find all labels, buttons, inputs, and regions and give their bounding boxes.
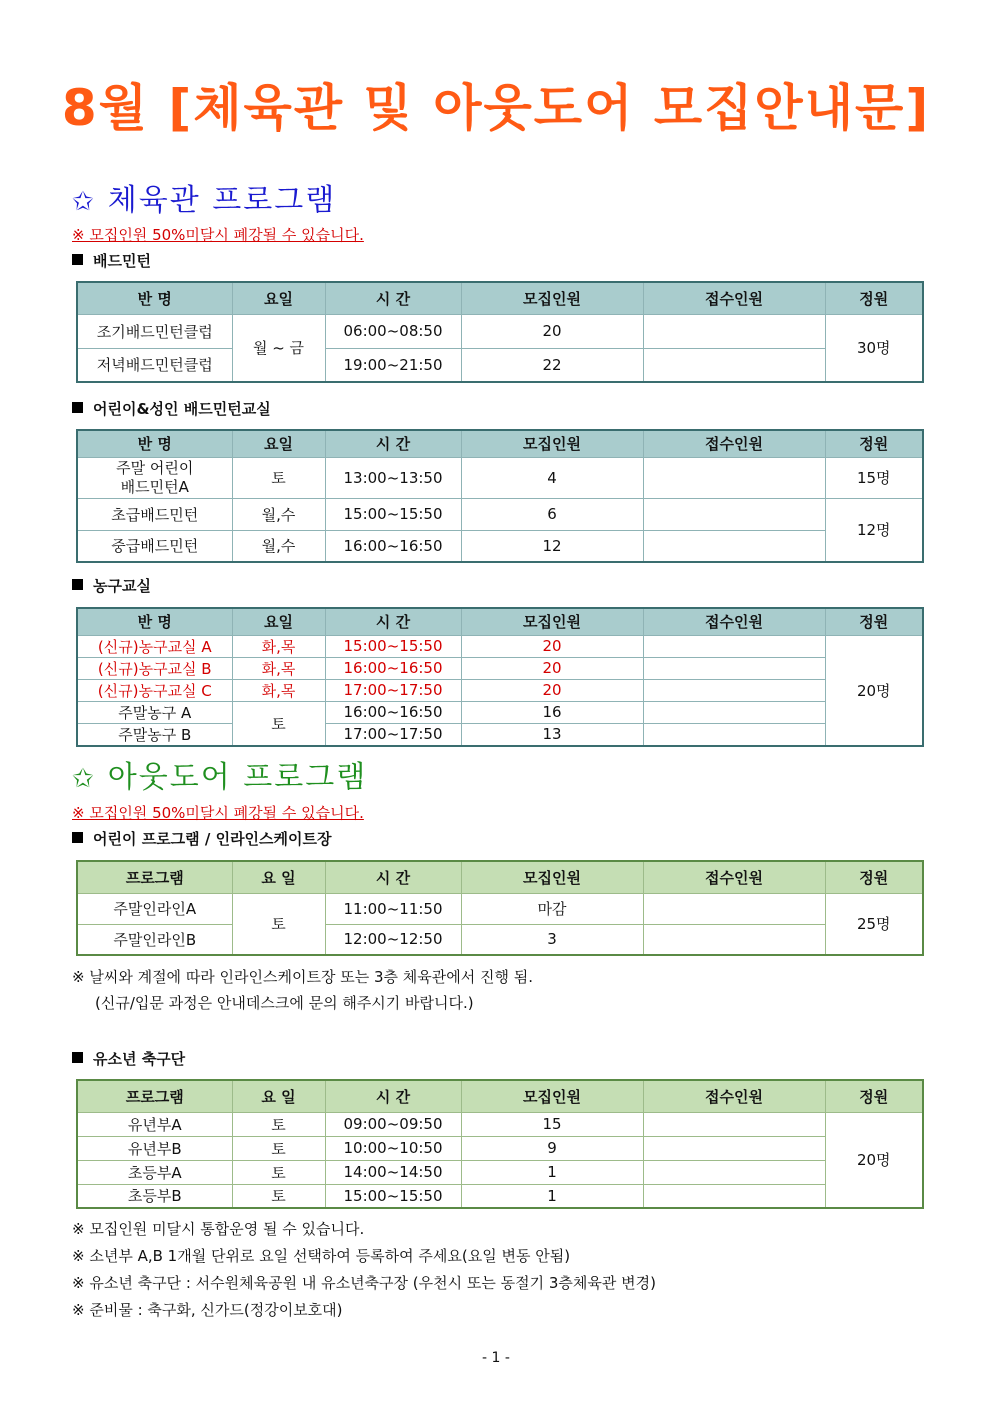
soccer-note-4: ※ 준비물 : 축구화, 신가드(정강이보호대): [72, 1301, 343, 1319]
table-row: 주말 어린이 배드민턴A 토 13:00~13:50 4 15명: [77, 457, 923, 498]
outdoor-section-heading: [72, 752, 367, 796]
inline-label: 어린이 프로그램 / 인라인스케이트장: [72, 828, 332, 849]
table-row: 중급배드민턴 월,수 16:00~16:50 12: [77, 530, 923, 562]
star-icon: ✩: [72, 187, 96, 217]
col-header: 모집인원: [461, 282, 643, 314]
registered-cell: [643, 348, 825, 382]
gym-heading-text: 체육관 프로그램: [107, 183, 337, 218]
table-row: 조기배드민턴클럽 월 ~ 금 06:00~08:50 20 30명: [77, 314, 923, 348]
table-row: 초등부B 토 15:00~15:50 1: [77, 1184, 923, 1208]
table-row: 저녁배드민턴클럽 19:00~21:50 22: [77, 348, 923, 382]
badminton-table: [76, 281, 924, 383]
title-month: 8월: [61, 79, 149, 137]
square-bullet-icon: [72, 832, 83, 843]
soccer-label: 유소년 축구단: [72, 1048, 185, 1069]
square-bullet-icon: [72, 579, 83, 590]
table-row: (신규)농구교실 A 화,목 15:00~15:50 20 20명: [77, 635, 923, 657]
table-row: 초등부A 토 14:00~14:50 1: [77, 1160, 923, 1184]
table-row: 주말농구 A 토 16:00~16:50 16: [77, 701, 923, 723]
col-header: 요일: [232, 282, 325, 314]
table-row: 주말인라인A 토 11:00~11:50 마감 25명: [77, 893, 923, 924]
table-row: 유년부B 토 10:00~10:50 9: [77, 1136, 923, 1160]
col-header: 시 간: [325, 282, 461, 314]
square-bullet-icon: [72, 254, 83, 265]
kids-adult-badminton-label: 어린이&성인 배드민턴교실: [72, 398, 271, 419]
page-number: - 1 -: [482, 1350, 510, 1366]
soccer-note-2: ※ 소년부 A,B 1개월 단위로 요일 선택하여 등록하여 주세요(요일 변동 안됨): [72, 1247, 571, 1265]
gym-notice: ※ 모집인원 50%미달시 폐강될 수 있습니다.: [72, 226, 364, 244]
square-bullet-icon: [72, 402, 83, 413]
soccer-table: 프로그램 요 일 시 간 모집인원 접수인원 정원 유년부A 토 09:00~09:50 15 20명 유년부B 토 10:00~10:50 9 초등부A 토 14:00~14:50 1 초등부B 토 15:00~15:50 1: [76, 1079, 924, 1209]
star-icon: ✩: [72, 764, 96, 794]
col-header: 정원: [825, 282, 923, 314]
registered-cell: [643, 314, 825, 348]
table-row: 유년부A 토 09:00~09:50 15 20명: [77, 1112, 923, 1136]
square-bullet-icon: [72, 1052, 83, 1063]
table-row: (신규)농구교실 C 화,목 17:00~17:50 20: [77, 679, 923, 701]
title-rest: [체육관 및 아웃도어 모집안내문]: [168, 79, 931, 137]
table-row: 주말인라인B 12:00~12:50 3: [77, 924, 923, 955]
table-row: (신규)농구교실 B 화,목 16:00~16:50 20: [77, 657, 923, 679]
soccer-note-3: ※ 유소년 축구단 : 서수원체육공원 내 유소년축구장 (우천시 또는 동절기 3층체육관 변경): [72, 1274, 656, 1292]
col-header: 반 명: [77, 282, 232, 314]
table-row: 초급배드민턴 월,수 15:00~15:50 6 12명: [77, 498, 923, 530]
inline-table: 프로그램 요 일 시 간 모집인원 접수인원 정원 주말인라인A 토 11:00~11:50 마감 25명 주말인라인B 12:00~12:50 3: [76, 860, 924, 956]
page-title: [0, 68, 992, 140]
soccer-note-1: ※ 모집인원 미달시 통합운영 될 수 있습니다.: [72, 1220, 365, 1238]
inline-note-2: (신규/입문 과정은 안내데스크에 문의 해주시기 바랍니다.): [95, 994, 474, 1012]
outdoor-heading-text: 아웃도어 프로그램: [107, 760, 368, 795]
basketball-table: 반 명 요일 시 간 모집인원 접수인원 정원 (신규)농구교실 A 화,목 15:00~15:50 20 20명 (신규)농구교실 B 화,목 16:00~16:50 20 (신규)농구교실 C 화,목 17:00~17:50 20 주말농구 A 토 16:00~16:50 16 주말농구 B 17:00~17:50 13: [76, 607, 924, 747]
col-header: 접수인원: [643, 282, 825, 314]
gym-section-heading: [72, 175, 336, 219]
basketball-label: 농구교실: [72, 575, 151, 596]
kids-adult-badminton-table: 반 명 요일 시 간 모집인원 접수인원 정원 주말 어린이 배드민턴A 토 13:00~13:50 4 15명 초급배드민턴 월,수 15:00~15:50 6 12명 중급배드민턴 월,수 16:00~16:50 12: [76, 429, 924, 563]
badminton-label: 배드민턴: [72, 250, 151, 271]
outdoor-notice: ※ 모집인원 50%미달시 폐강될 수 있습니다.: [72, 804, 364, 822]
table-row: 주말농구 B 17:00~17:50 13: [77, 723, 923, 746]
inline-note-1: ※ 날씨와 계절에 따라 인라인스케이트장 또는 3층 체육관에서 진행 됨.: [72, 968, 534, 986]
